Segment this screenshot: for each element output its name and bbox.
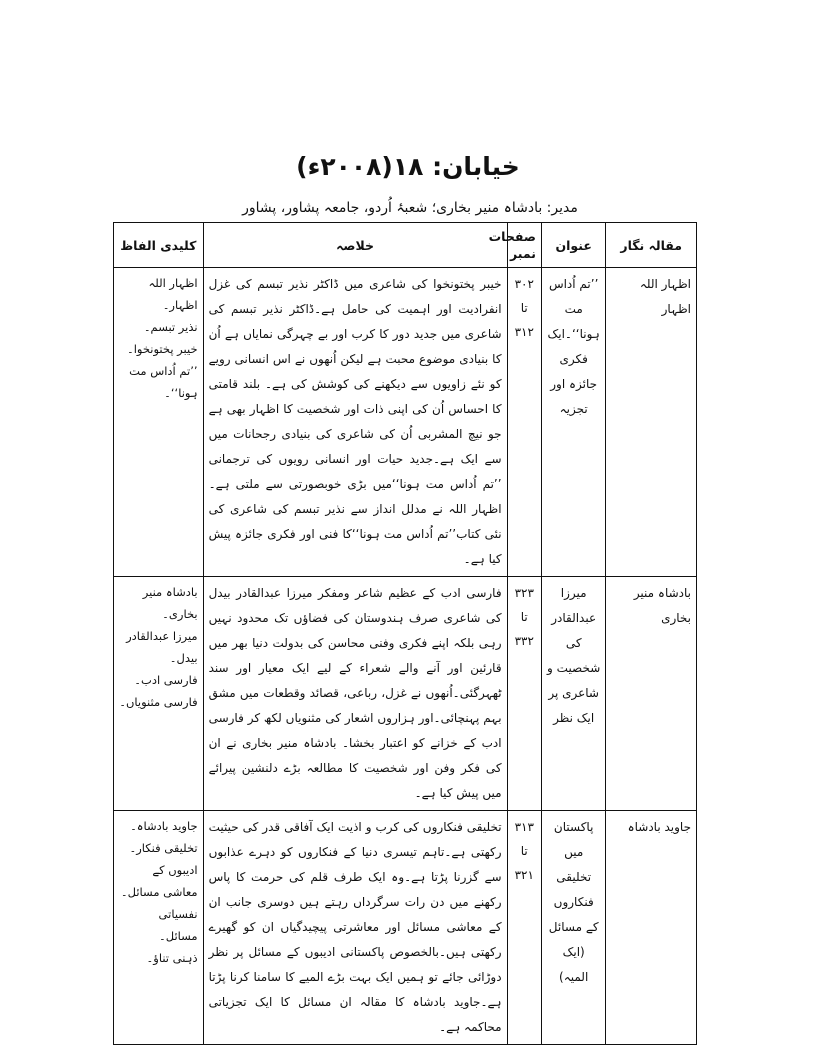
keyword: فارسی مثنویاں۔ — [119, 695, 198, 709]
keywords-cell — [114, 577, 204, 811]
title-cell: ’’تم اُداس مت ہونا‘‘۔ایک فکری جائزہ اور تجزیہ — [541, 268, 606, 577]
keyword: جاوید بادشاہ۔ — [130, 819, 198, 833]
keyword: ذہنی تناؤ۔ — [146, 951, 198, 965]
keywords-cell — [114, 811, 204, 1045]
pages-cell — [507, 577, 541, 811]
column-header-author: مقالہ نگار — [606, 223, 697, 268]
keyword: تخلیقی فنکار۔ — [129, 841, 198, 855]
page-to: تا — [520, 301, 528, 315]
journal-subtitle: مدیر: بادشاہ منیر بخاری؛ شعبۂ اُردو، جامعہ پشاور، پشاور — [242, 200, 578, 216]
author-cell: بادشاہ منیر بخاری — [606, 577, 697, 811]
author-cell: اظہار اللہ اظہار — [606, 268, 697, 577]
pages-cell — [507, 811, 541, 1045]
page-end: ۳۲۱ — [514, 868, 534, 882]
column-header-pages: صفحات نمبر — [507, 223, 541, 268]
keyword: بادشاہ منیر بخاری۔ — [142, 585, 198, 621]
keyword: نفسیاتی مسائل۔ — [158, 907, 198, 943]
article-index-table — [113, 222, 697, 1045]
summary-cell: خیبر پختونخوا کی شاعری میں ڈاکٹر نذیر تبسم کی غزل انفرادیت اور اہمیت کی حامل ہے۔ڈاکٹر نذیر تبسم کی شاعری میں جدید دور کا کرب اور بے چہرگی نمایاں ہے اُن کا بنیادی موضوع محبت ہے لیکن اُنھوں نے اس انسانی رویے کو نئے زاویوں سے دیکھنے کی کوشش کی ہے۔ بلند قامتی کا احساس اُن کی اپنی ذات اور شخصیت کا اظہار بھی ہے جو نیچ المشربی اُن کی شاعری کی بنیادی رجحانات میں سے ایک ہے۔جدید حیات اور انسانی رویوں کی ترجمانی ’’تم اُداس مت ہونا‘‘میں بڑی خوبصورتی سے ملتی ہے۔اظہار اللہ نے مدلل انداز سے نذیر تبسم کی شاعری کی نئی کتاب’’تم اُداس مت ہونا‘‘کا فنی اور فکری جائزہ پیش کیا ہے۔ — [203, 268, 507, 577]
keywords-cell — [114, 268, 204, 577]
summary-cell: تخلیقی فنکاروں کی کرب و اذیت ایک آفاقی قدر کی حیثیت رکھتی ہے۔تاہم تیسری دنیا کے فنکاروں کو دہرے عذابوں سے گزرنا پڑتا ہے۔وہ ایک طرف قلم کی حرمت کا پاس رکھنے میں دن رات سرگرداں رہتے ہیں دوسری جانب ان کے معاشی مسائل اور معاشرتی پیچیدگیاں ان کو گھیرے رکھتی ہیں۔بالخصوص پاکستانی ادیبوں کے مسائل پر نظر دوڑائی جائے تو ہمیں ایک بہت بڑے المیے کا سامنا کرنا پڑتا ہے۔جاوید بادشاہ کا مقالہ ان مسائل کا ایک تجزیاتی محاکمہ ہے۔ — [203, 811, 507, 1045]
page-start: ۳۰۲ — [514, 277, 534, 291]
keyword: ادیبوں کے معاشی مسائل۔ — [120, 863, 198, 899]
keyword: نذیر تبسم۔ — [143, 320, 198, 334]
keyword: میرزا عبدالقادر بیدل۔ — [126, 629, 198, 665]
page-start: ۳۲۳ — [514, 586, 534, 600]
page-end: ۳۱۲ — [514, 325, 534, 339]
keyword: اظہار اللہ اظہار۔ — [148, 276, 198, 312]
page-to: تا — [520, 610, 528, 624]
title-cell: میرزا عبدالقادر کی شخصیت و شاعری پر ایک نظر — [541, 577, 606, 811]
table-row — [114, 577, 697, 811]
page-end: ۳۳۲ — [514, 634, 534, 648]
summary-cell: فارسی ادب کے عظیم شاعر ومفکر میرزا عبدالقادر بیدل کی شاعری صرف ہندوستان کی فضاؤں تک محدود نہیں رہی بلکہ اپنے فکری وفنی محاسن کی بدولت دنیا بھر میں قارئین اور آنے والے شعراء کے لیے ایک معیار اور سند ٹھہرگئی۔اُنھوں نے غزل، رباعی، قصائد وقطعات میں مشق بہم پہنچائی۔اور ہزاروں اشعار کی مثنویاں لکھ کر فارسی ادب کے خزانے کو اعتبار بخشا۔ بادشاہ منیر بخاری نے ان کی فکر وفن اور شخصیت کا مطالعہ بڑے دلنشین پیرائے میں پیش کیا ہے۔ — [203, 577, 507, 811]
keyword: ’’تم اُداس مت ہونا‘‘۔ — [129, 364, 198, 400]
table-row — [114, 811, 697, 1045]
pages-cell — [507, 268, 541, 577]
keyword: خیبر پختونخوا۔ — [126, 342, 198, 356]
page-title: خیابان: ۱۸(۲۰۰۸ء) — [296, 152, 520, 181]
page-start: ۳۱۳ — [514, 820, 534, 834]
column-header-title: عنوان — [541, 223, 606, 268]
author-cell: جاوید بادشاہ — [606, 811, 697, 1045]
title-cell: پاکستان میں تخلیقی فنکاروں کے مسائل (ایک المیہ) — [541, 811, 606, 1045]
column-header-keywords: کلیدی الفاظ — [114, 223, 204, 268]
table-row — [114, 268, 697, 577]
page-to: تا — [520, 844, 528, 858]
table-header-row — [114, 223, 697, 268]
keyword: فارسی ادب۔ — [134, 673, 198, 687]
column-header-summary: خلاصہ — [203, 223, 507, 268]
